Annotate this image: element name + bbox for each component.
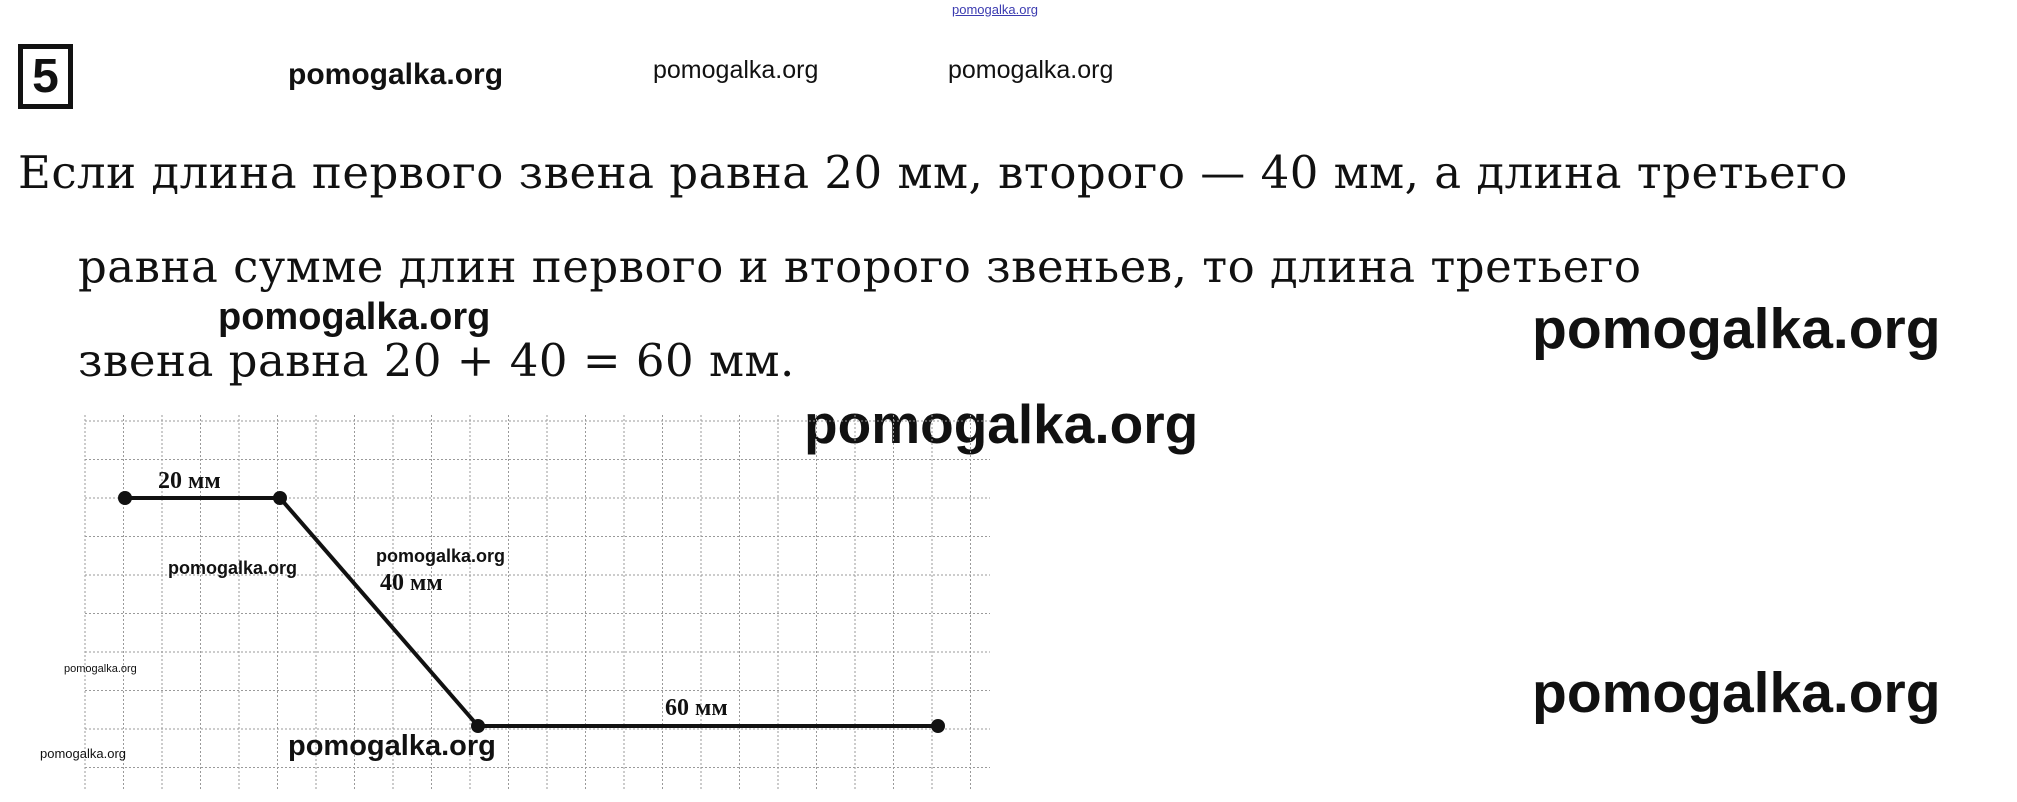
solution-line-2: равна сумме длин первого и второго звеньев, то длина третьего [78, 240, 1642, 293]
watermark-text-overlay: pomogalka.org [218, 296, 491, 338]
vertex-1 [118, 491, 132, 505]
task-number: 5 [18, 44, 73, 109]
solution-line-3: звена равна 20 + 40 = 60 мм. [78, 334, 795, 387]
watermark-header-2: pomogalka.org [653, 56, 819, 84]
watermark-diagram-1: pomogalka.org [168, 558, 298, 578]
watermark-diagram-3: pomogalka.org [64, 663, 137, 675]
watermark-right-1: pomogalka.org [1532, 297, 1941, 361]
watermark-center: pomogalka.org [804, 393, 1199, 455]
segment-2-label: 40 мм [380, 570, 443, 596]
top-watermark: pomogalka.org [952, 2, 1038, 17]
vertex-2 [273, 491, 287, 505]
grid-paper [85, 415, 990, 790]
broken-line-diagram [80, 410, 995, 790]
watermark-diagram-5: pomogalka.org [288, 730, 496, 762]
segment-2 [280, 498, 478, 726]
segment-1-label: 20 мм [158, 468, 221, 494]
watermark-header-3: pomogalka.org [948, 56, 1114, 84]
watermark-header-1: pomogalka.org [288, 58, 504, 91]
watermark-diagram-4: pomogalka.org [40, 746, 126, 761]
polyline-segments [118, 491, 945, 733]
watermark-diagram-2: pomogalka.org [376, 546, 506, 566]
vertex-4 [931, 719, 945, 733]
solution-line-1: Если длина первого звена равна 20 мм, второго — 40 мм, а длина третьего [18, 146, 1848, 199]
segment-3-label: 60 мм [665, 695, 728, 721]
watermark-right-2: pomogalka.org [1532, 661, 1941, 725]
